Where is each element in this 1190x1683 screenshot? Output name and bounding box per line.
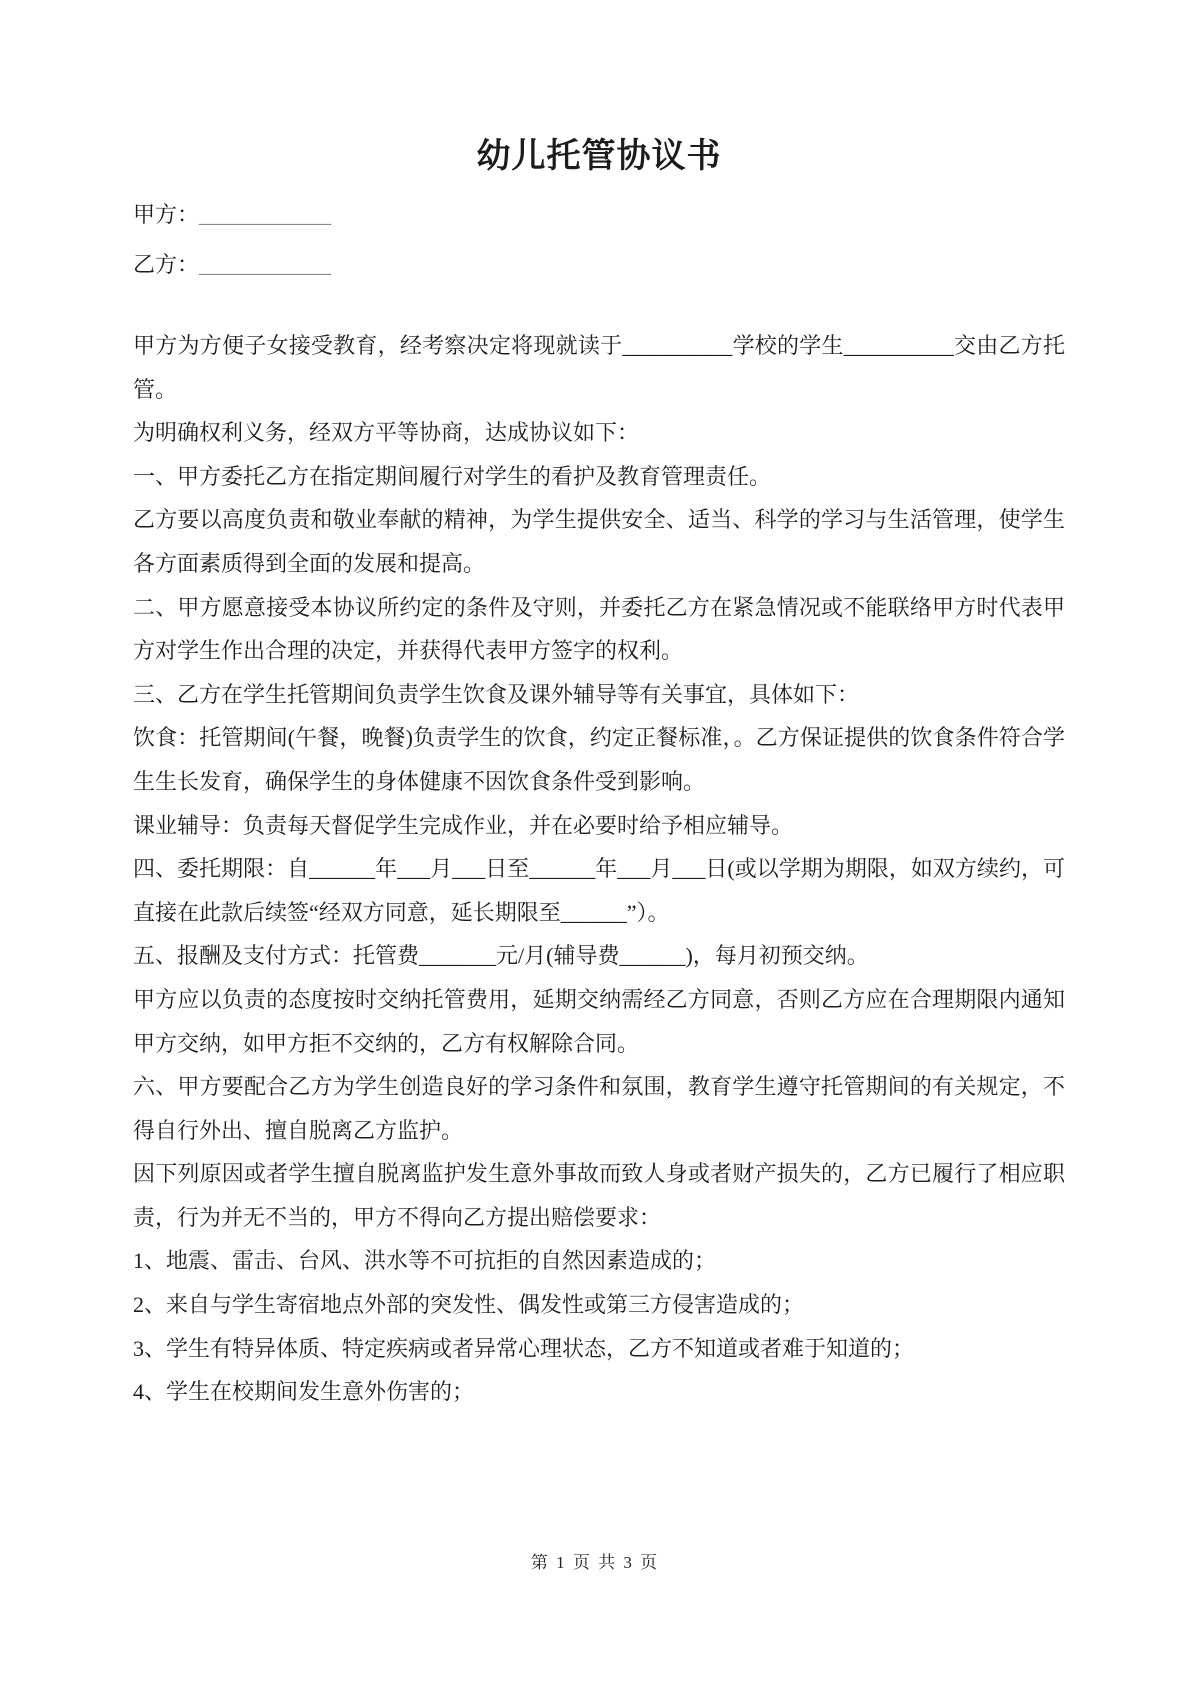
clause-4: 四、委托期限：自______年___月___日至______年___月___日(或以学期为期限，如双方续约，可直接在此款后续签“经双方同意，延长期限至______”）。	[133, 856, 1065, 925]
liability-intro: 因下列原因或者学生擅自脱离监护发生意外事故而致人身或者财产损失的，乙方已履行了相应职责，行为并无不当的，甲方不得向乙方提出赔偿要求：	[133, 1161, 1065, 1230]
clause-6: 六、甲方要配合乙方为学生创造良好的学习条件和氛围，教育学生遵守托管期间的有关规定，不得自行外出、擅自脱离乙方监护。	[133, 1074, 1065, 1143]
clause-5-detail: 甲方应以负责的态度按时交纳托管费用，延期交纳需经乙方同意，否则乙方应在合理期限内通知甲方交纳，如甲方拒不交纳的，乙方有权解除合同。	[133, 986, 1065, 1056]
party-a-blank: ____________	[199, 202, 332, 227]
clause-3-food: 饮食：托管期间(午餐，晚餐)负责学生的饮食，约定正餐标准，。乙方保证提供的饮食条件符合学生生长发育，确保学生的身体健康不因饮食条件受到影响。	[133, 725, 1065, 794]
page-footer: 第 1 页 共 3 页	[530, 1553, 660, 1572]
document-content	[133, 0, 1065, 1414]
paragraph-purpose: 为明确权利义务，经双方平等协商，达成协议如下：	[133, 420, 640, 446]
party-b-label: 乙方：	[133, 252, 200, 277]
party-a-line	[133, 190, 1065, 240]
clause-3: 三、乙方在学生托管期间负责学生饮食及课外辅导等有关事宜，具体如下：	[133, 681, 860, 707]
paragraph-intro: 甲方为方便子女接受教育，经考察决定将现就读于__________学校的学生__________交由乙方托管。	[133, 333, 1065, 402]
party-b-line	[133, 240, 1065, 290]
liability-item-1: 1、地震、雷击、台风、洪水等不可抗拒的自然因素造成的；	[133, 1248, 717, 1274]
clause-1: 一、甲方委托乙方在指定期间履行对学生的看护及教育管理责任。	[133, 463, 772, 489]
liability-item-3: 3、学生有特异体质、特定疾病或者异常心理状态，乙方不知道或者难于知道的；	[133, 1335, 915, 1361]
agreement-body	[133, 324, 1065, 1414]
clause-1-detail: 乙方要以高度负责和敬业奉献的精神，为学生提供安全、适当、科学的学习与生活管理，使学生各方面素质得到全面的发展和提高。	[133, 507, 1065, 576]
clause-3-tutoring: 课业辅导：负责每天督促学生完成作业，并在必要时给予相应辅导。	[133, 812, 794, 838]
clause-5: 五、报酬及支付方式：托管费_______元/月(辅导费______)，每月初预交纳。	[133, 943, 869, 969]
clause-2: 二、甲方愿意接受本协议所约定的条件及守则，并委托乙方在紧急情况或不能联络甲方时代表甲方对学生作出合理的决定，并获得代表甲方签字的权利。	[133, 594, 1065, 664]
party-a-label: 甲方：	[133, 202, 200, 227]
liability-item-2: 2、来自与学生寄宿地点外部的突发性、偶发性或第三方侵害造成的；	[133, 1292, 805, 1318]
liability-item-4: 4、学生在校期间发生意外伤害的；	[133, 1379, 475, 1405]
party-b-blank: ____________	[199, 252, 332, 277]
document-title: 幼儿托管协议书	[476, 138, 722, 175]
